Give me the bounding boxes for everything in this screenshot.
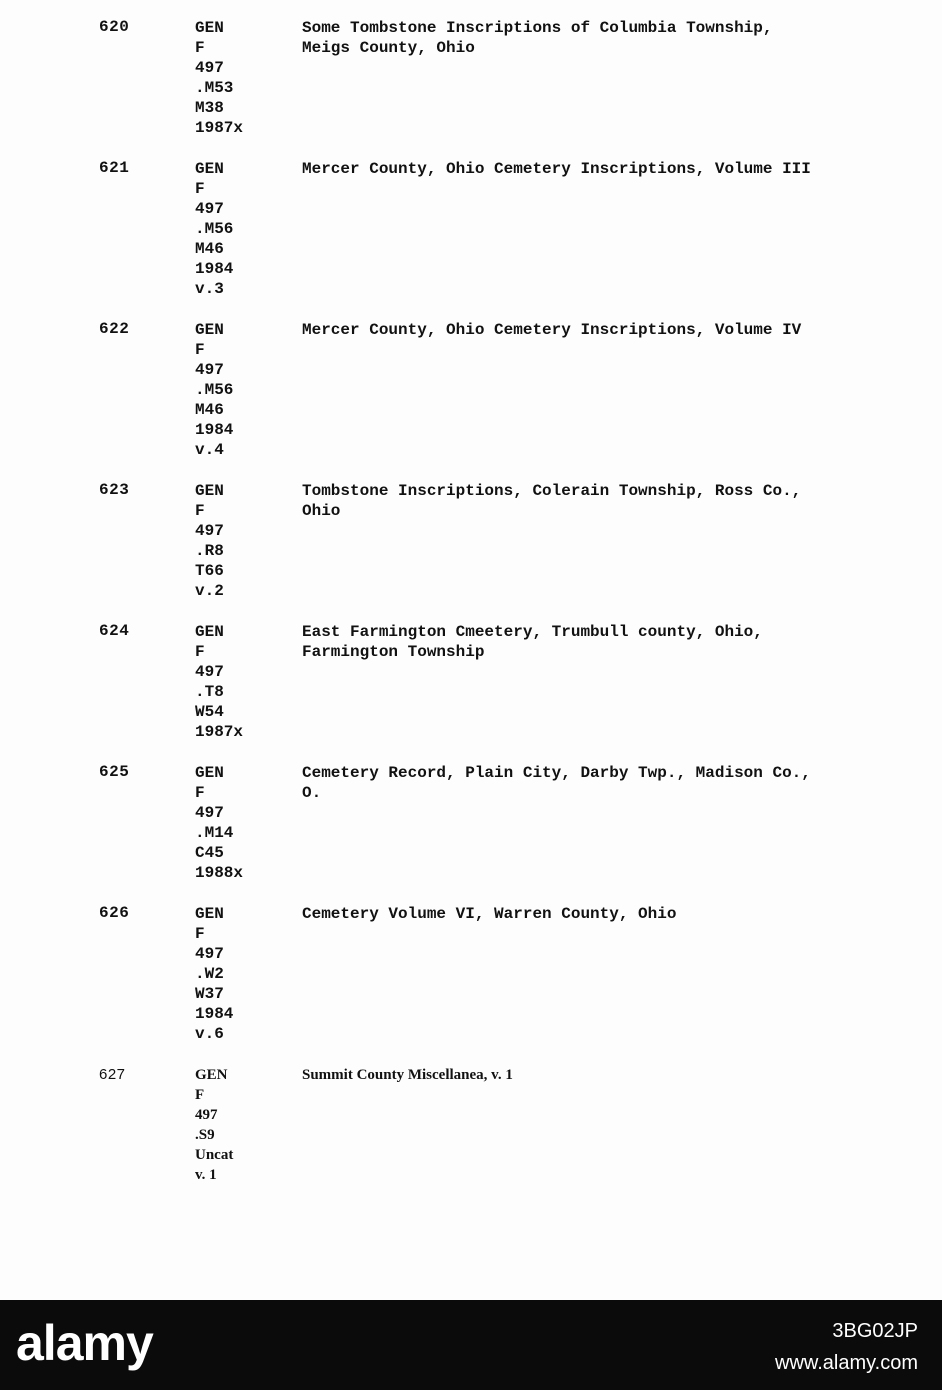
call-number <box>195 622 290 742</box>
entry-title: Cemetery Volume VI, Warren County, Ohio <box>302 905 677 923</box>
call-line: F <box>195 784 205 802</box>
call-number <box>195 763 290 883</box>
call-line: 1984 <box>195 260 234 278</box>
call-line: F <box>195 39 205 57</box>
call-number <box>195 320 290 460</box>
call-line: v.6 <box>195 1025 224 1043</box>
call-line: 1987x <box>195 119 244 137</box>
call-line: v. 1 <box>195 1167 217 1183</box>
entry-number: 622 <box>99 320 130 338</box>
call-number <box>195 18 290 138</box>
call-line: F <box>195 180 205 198</box>
call-line: 1987x <box>195 723 244 741</box>
call-line: .M56 <box>195 220 234 238</box>
call-line: .R8 <box>195 542 224 560</box>
call-line: v.3 <box>195 280 224 298</box>
entry-number: 624 <box>99 622 130 640</box>
call-line: .T8 <box>195 683 224 701</box>
call-line: M38 <box>195 99 224 117</box>
call-number <box>195 481 290 601</box>
call-line: M46 <box>195 240 224 258</box>
entry-number: 625 <box>99 763 130 781</box>
call-line: C45 <box>195 844 224 862</box>
alamy-logo: alamy <box>16 1315 153 1371</box>
call-number <box>195 904 290 1044</box>
call-line: GEN <box>195 764 224 782</box>
call-line: F <box>195 502 205 520</box>
call-line: 497 <box>195 945 224 963</box>
call-line: 497 <box>195 200 224 218</box>
call-line: 1984 <box>195 421 234 439</box>
call-number <box>195 159 290 299</box>
entry-title: Cemetery Record, Plain City, Darby Twp., Madison Co., O. <box>302 764 811 802</box>
entry-title: Mercer County, Ohio Cemetery Inscriptions, Volume IV <box>302 321 802 339</box>
call-line: 1988x <box>195 864 244 882</box>
call-line: .S9 <box>195 1127 215 1143</box>
call-line: M46 <box>195 401 224 419</box>
call-line: F <box>195 925 205 943</box>
call-line: .W2 <box>195 965 224 983</box>
call-line: 497 <box>195 663 224 681</box>
call-line: Uncat <box>195 1147 234 1163</box>
call-line: GEN <box>195 160 224 178</box>
call-line: GEN <box>195 321 224 339</box>
call-line: 497 <box>195 804 224 822</box>
entry-title: Mercer County, Ohio Cemetery Inscriptions, Volume III <box>302 160 811 178</box>
entry-number: 626 <box>99 904 130 922</box>
entry-title: Summit County Miscellanea, v. 1 <box>302 1067 513 1083</box>
call-line: 497 <box>195 361 224 379</box>
watermark-footer <box>0 1300 942 1390</box>
entry-title: Tombstone Inscriptions, Colerain Township, Ross Co., Ohio <box>302 482 802 520</box>
call-line: GEN <box>195 482 224 500</box>
call-line: GEN <box>195 623 224 641</box>
call-line: F <box>195 341 205 359</box>
call-line: .M53 <box>195 79 234 97</box>
call-line: W37 <box>195 985 224 1003</box>
entry-number: 620 <box>99 18 130 36</box>
call-line: T66 <box>195 562 224 580</box>
call-line: 497 <box>195 59 224 77</box>
call-line: 497 <box>195 1107 218 1123</box>
call-line: .M14 <box>195 824 234 842</box>
call-line: W54 <box>195 703 224 721</box>
image-id: 3BG02JP <box>832 1320 918 1342</box>
call-line: GEN <box>195 1067 228 1083</box>
call-line: F <box>195 643 205 661</box>
entry-title: Some Tombstone Inscriptions of Columbia Township, Meigs County, Ohio <box>302 19 773 57</box>
call-line: GEN <box>195 905 224 923</box>
call-line: GEN <box>195 19 224 37</box>
call-line: 1984 <box>195 1005 234 1023</box>
call-line: .M56 <box>195 381 234 399</box>
call-line: 497 <box>195 522 224 540</box>
call-line: v.2 <box>195 582 224 600</box>
call-line: F <box>195 1087 205 1103</box>
entry-number: 623 <box>99 481 130 499</box>
call-line: v.4 <box>195 441 224 459</box>
site-url: www.alamy.com <box>775 1352 918 1374</box>
entry-number: 621 <box>99 159 130 177</box>
entry-number: 627 <box>99 1066 126 1083</box>
entry-title: East Farmington Cmeetery, Trumbull county, Ohio, Farmington Township <box>302 623 763 661</box>
call-number <box>195 1065 290 1185</box>
